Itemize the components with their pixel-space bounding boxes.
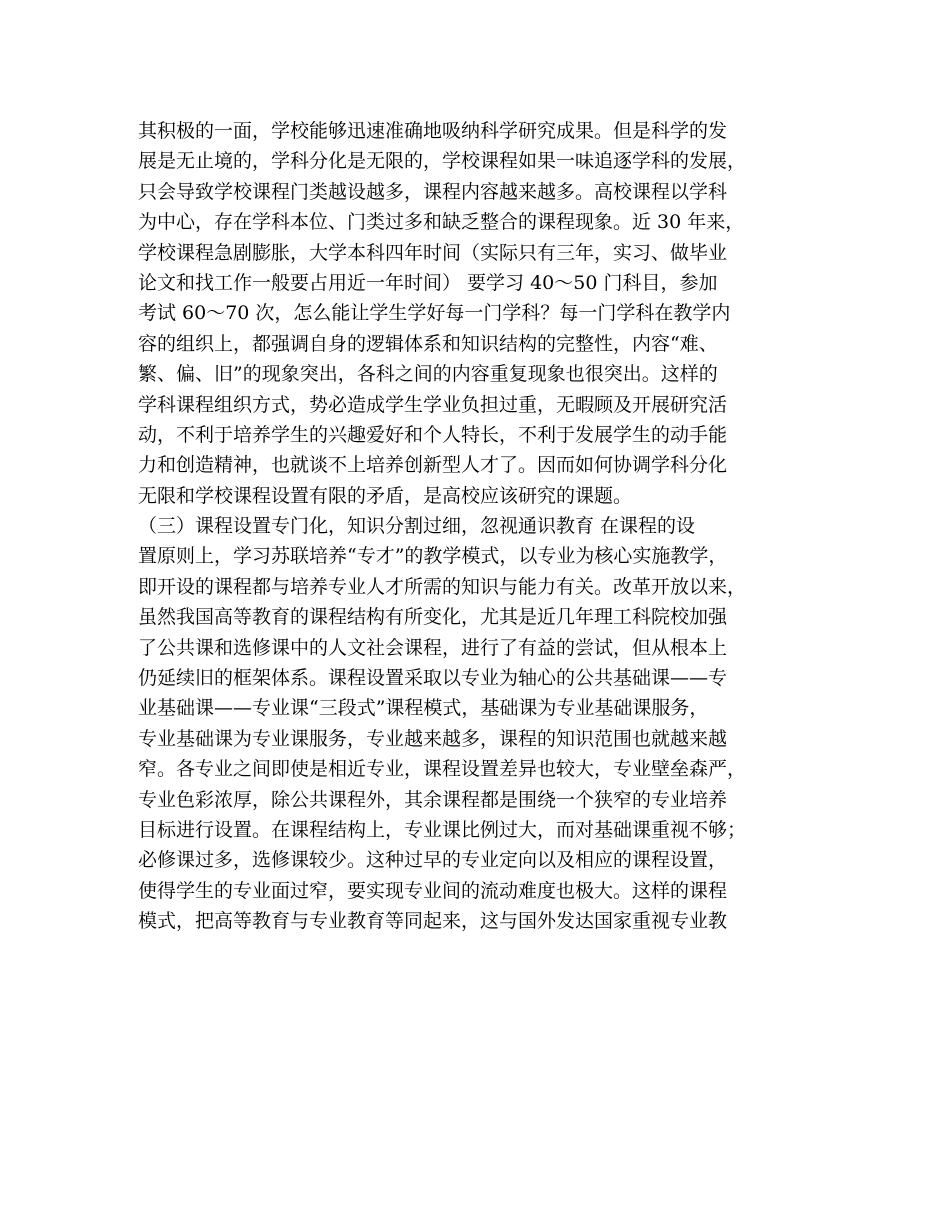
text-line: 动，不利于培养学生的兴趣爱好和个人特长，不利于发展学生的动手能 [138,423,728,446]
text-line: 为中心，存在学科本位、门类过多和缺乏整合的课程现象。近 30 年来， [138,211,745,234]
text-line: 窄。各专业之间即使是相近专业，课程设置差异也较大，专业壁垒森严， [138,758,747,781]
text-line: 必修课过多，选修课较少。这种过早的专业定向以及相应的课程设置， [138,849,728,872]
text-line: 繁、偏、旧”的现象突出，各科之间的内容重复现象也很突出。这样的 [138,363,718,386]
body-text [138,116,828,937]
text-line: 仍延续旧的框架体系。课程设置采取以专业为轴心的公共基础课——专 [138,667,728,690]
text-line: 模式，把高等教育与专业教育等同起来，这与国外发达国家重视专业教 [138,910,728,933]
text-line: 使得学生的专业面过窄，要实现专业间的流动难度也极大。这样的课程 [138,879,728,902]
text-line: 虽然我国高等教育的课程结构有所变化，尤其是近几年理工科院校加强 [138,606,728,629]
text-line: 只会导致学校课程门类越设越多，课程内容越来越多。高校课程以学科 [138,180,728,203]
text-line: 力和创造精神，也就谈不上培养创新型人才了。因而如何协调学科分化 [138,454,728,477]
text-line: 展是无止境的，学科分化是无限的，学校课程如果一味追逐学科的发展， [138,150,747,173]
text-line: 专业基础课为专业课服务，专业越来越多，课程的知识范围也就越来越 [138,727,728,750]
section-heading-line: （三）课程设置专门化，知识分割过细，忽视通识教育 在课程的设 [138,515,696,538]
text-line: 学校课程急剧膨胀，大学本科四年时间（实际只有三年，实习、做毕业 [138,241,728,264]
text-line: 其积极的一面，学校能够迅速准确地吸纳科学研究成果。但是科学的发 [138,120,728,142]
text-line: 考试 60～70 次，怎么能让学生学好每一门学科？每一门学科在教学内 [138,302,731,325]
text-line: 学科课程组织方式，势必造成学生学业负担过重，无暇顾及开展研究活 [138,393,728,416]
text-line: 了公共课和选修课中的人文社会课程，进行了有益的尝试，但从根本上 [138,636,728,659]
text-line: 论文和找工作一般要占用近一年时间） 要学习 40～50 门科目，参加 [138,271,718,294]
text-line: 置原则上，学习苏联培养“专才”的教学模式，以专业为核心实施教学， [138,545,728,568]
text-line: 专业色彩浓厚，除公共课程外，其余课程都是围绕一个狭窄的专业培养 [138,788,728,811]
text-line: 无限和学校课程设置有限的矛盾，是高校应该研究的课题。 [138,484,633,507]
text-line: 容的组织上，都强调自身的逻辑体系和知识结构的完整性，内容“难、 [138,332,718,355]
text-line: 目标进行设置。在课程结构上，专业课比例过大，而对基础课重视不够； [138,818,747,841]
text-line: 业基础课——专业课“三段式”课程模式，基础课为专业基础课服务， [138,697,709,720]
text-line: 即开设的课程都与培养专业人才所需的知识与能力有关。改革开放以来， [138,575,747,598]
